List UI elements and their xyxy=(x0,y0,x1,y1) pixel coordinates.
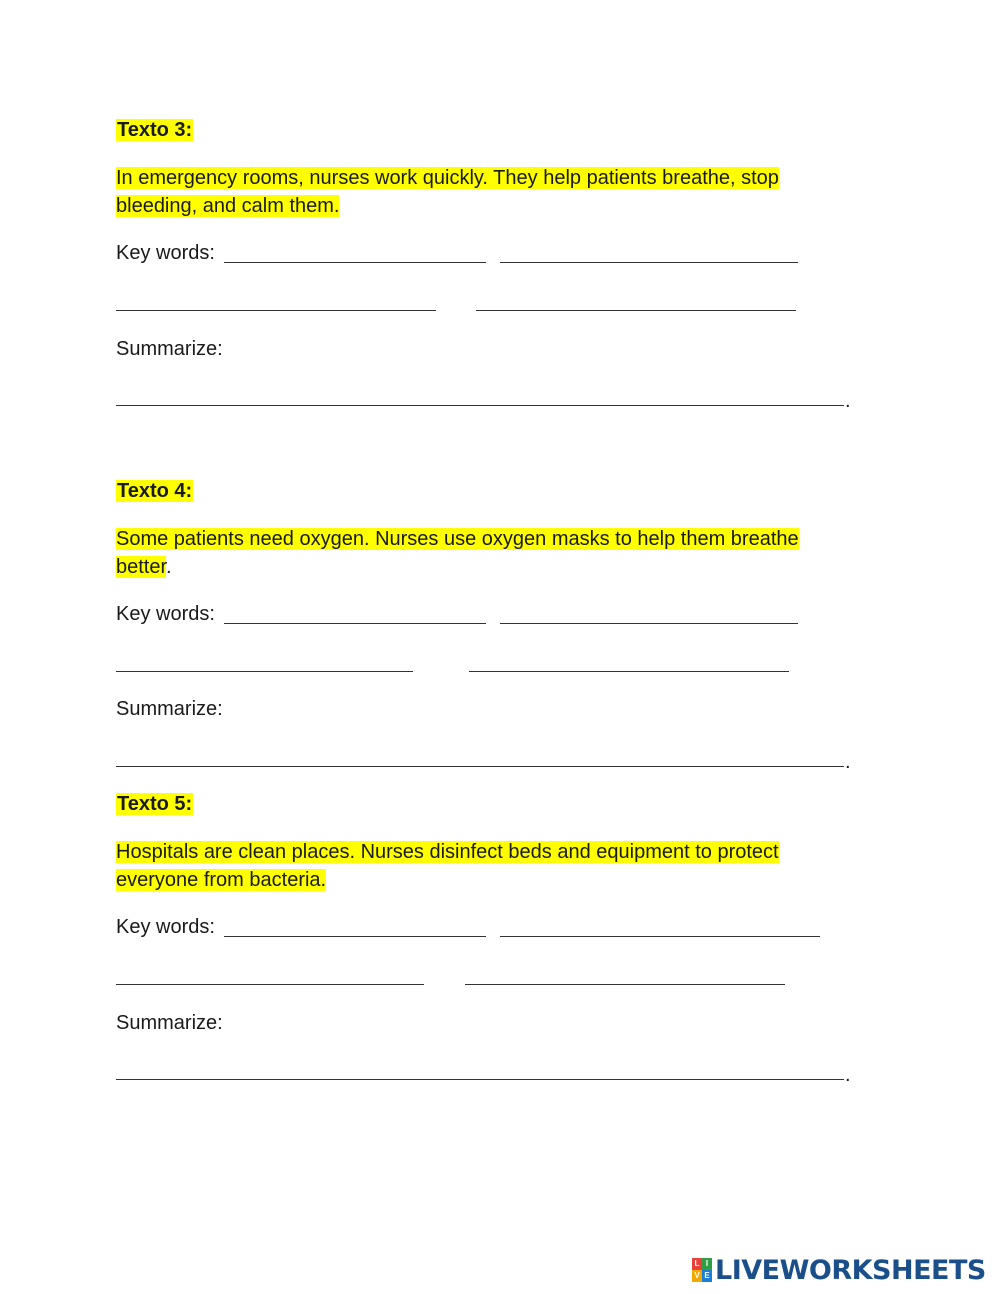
keyword-blank[interactable] xyxy=(476,310,796,311)
logo-mark-icon xyxy=(692,1258,712,1282)
logo-mark-letter: L xyxy=(692,1258,702,1270)
highlighted-text: In emergency rooms, nurses work quickly. They help patients breathe, stop bleeding, and calm them. xyxy=(116,167,779,217)
logo-mark-letter: E xyxy=(702,1270,712,1282)
keyword-blank[interactable] xyxy=(500,623,798,624)
summary-period: . xyxy=(845,751,851,773)
keywords-label: Key words: xyxy=(116,603,215,625)
summary-period: . xyxy=(845,1064,851,1086)
section-4 xyxy=(116,477,193,505)
highlighted-text: Some patients need oxygen. Nurses use oxygen masks to help them breathe better xyxy=(116,528,799,578)
keyword-blank[interactable] xyxy=(224,936,486,937)
keyword-blank[interactable] xyxy=(500,262,798,263)
summary-blank[interactable] xyxy=(116,766,844,767)
summarize-label: Summarize: xyxy=(116,1012,223,1034)
paragraph-tail: . xyxy=(166,556,172,578)
liveworksheets-logo xyxy=(692,1254,986,1286)
logo-text: LIVEWORKSHEETS xyxy=(715,1254,986,1286)
keyword-blank[interactable] xyxy=(465,984,785,985)
section-5 xyxy=(116,790,193,818)
section-3 xyxy=(116,116,193,144)
section-heading: Texto 4: xyxy=(117,480,193,502)
section-paragraph xyxy=(116,838,836,894)
logo-mark-letter: V xyxy=(692,1270,702,1282)
summarize-label: Summarize: xyxy=(116,338,223,360)
keyword-blank[interactable] xyxy=(116,671,413,672)
section-paragraph xyxy=(116,164,836,220)
keyword-blank[interactable] xyxy=(116,310,436,311)
summarize-label: Summarize: xyxy=(116,698,223,720)
highlighted-text: Hospitals are clean places. Nurses disinfect beds and equipment to protect everyone from bacteria. xyxy=(116,841,779,891)
summary-blank[interactable] xyxy=(116,1079,844,1080)
section-heading: Texto 5: xyxy=(117,793,193,815)
summary-blank[interactable] xyxy=(116,405,844,406)
keyword-blank[interactable] xyxy=(116,984,424,985)
keyword-blank[interactable] xyxy=(500,936,820,937)
section-paragraph xyxy=(116,525,846,581)
keyword-blank[interactable] xyxy=(224,623,486,624)
section-heading: Texto 3: xyxy=(117,119,193,141)
keyword-blank[interactable] xyxy=(469,671,789,672)
logo-mark-letter: I xyxy=(702,1258,712,1270)
keywords-label: Key words: xyxy=(116,916,215,938)
summary-period: . xyxy=(845,390,851,412)
keywords-label: Key words: xyxy=(116,242,215,264)
keyword-blank[interactable] xyxy=(224,262,486,263)
